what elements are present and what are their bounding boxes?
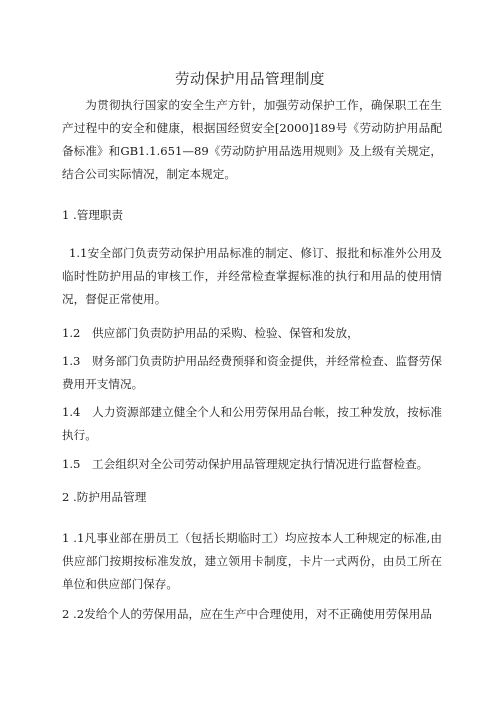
section-1-item-5: 1.5 工会组织对全公司劳动保护用品管理规定执行情况进行监督检查。 (62, 457, 429, 471)
intro-paragraph: 为贯彻执行国家的安全生产方针，加强劳动保护工作，确保职工在生产过程中的安全和健康，根据国经贸安全[2000]189号《劳动防护用品配备标准》和GB1.1.651—89《劳动防护用品选用规则》及上级有关规定，结合公司实际情况，制定本规定。 (62, 98, 442, 181)
section-1-item-2: 1.2 供应部门负责防护用品的采购、检验、保管和发放， (62, 326, 359, 340)
section-2-item-1: 1 .1凡事业部在册员工（包括长期临时工）均应按本人工种规定的标准,由供应部门按期按标准发放，建立领用卡制度，卡片一式两份，由员工所在单位和供应部门保存。 (62, 531, 442, 591)
section-1-item-1: 1.1安全部门负责劳动保护用品标准的制定、修订、报批和标准外公用及临时性防护用品的审核工作，并经常检查掌握标准的执行和用品的使用情况，督促正常使用。 (62, 246, 442, 306)
section-2-heading: 2 .防护用品管理 (62, 490, 147, 504)
section-1-heading: 1 .管理职责 (62, 208, 124, 222)
section-1-item-4: 1.4 人力资源部建立健全个人和公用劳保用品台帐，按工种发放，按标准执行。 (62, 405, 442, 442)
document-title: 劳动保护用品管理制度 (175, 72, 325, 88)
section-1-item-3: 1.3 财务部门负责防护用品经费预驿和资金提供，并经常检查、监督劳保费用开支情况。 (62, 354, 442, 391)
section-2-item-2: 2 .2发给个人的劳保用品，应在生产中合理使用，对不正确使用劳保用品 (62, 607, 432, 621)
